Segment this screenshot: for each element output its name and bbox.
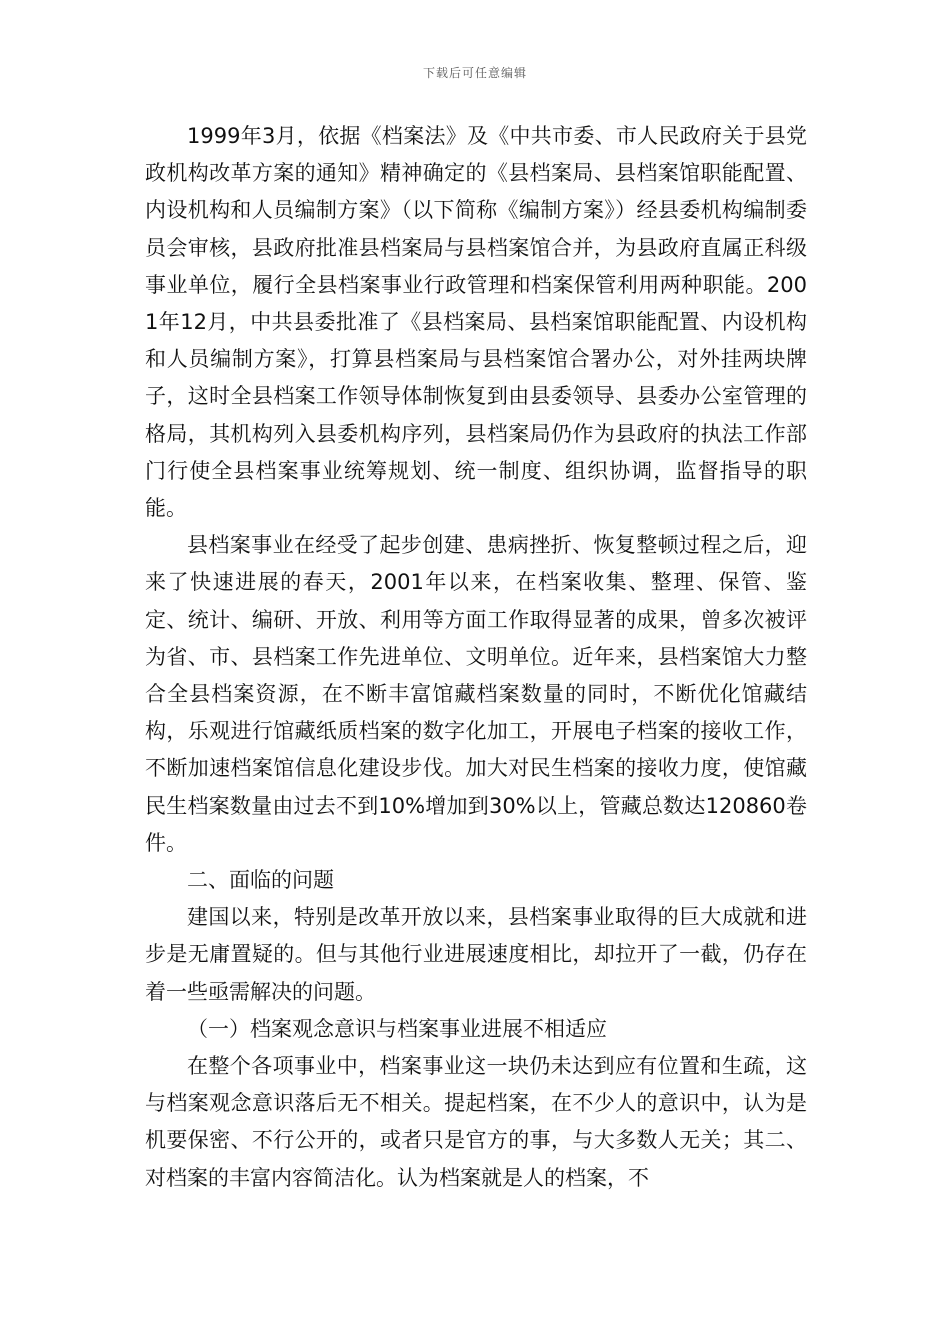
- document-body: [145, 118, 807, 1197]
- subsection-heading-awareness: （一）档案观念意识与档案事业进展不相适应: [187, 1016, 607, 1041]
- section-heading-problems: 二、面临的问题: [187, 868, 334, 893]
- paragraph-awareness: 在整个各项事业中，档案事业这一块仍未达到应有位置和生疏，这与档案观念意识落后无不相关。提起档案，在不少人的意识中，认为是机要保密、不行公开的，或者只是官方的事，与大多数人无关；其二、对档案的丰富内容简洁化。认为档案就是人的档案，不: [145, 1054, 807, 1190]
- paragraph-development: 县档案事业在经受了起步创建、患病挫折、恢复整顿过程之后，迎来了快速进展的春天，2001年以来，在档案收集、整理、保管、鉴定、统计、编研、开放、利用等方面工作取得显著的成果，曾多次被评为省、市、县档案工作先进单位、文明单位。近年来，县档案馆大力整合全县档案资源，在不断丰富馆藏档案数量的同时，不断优化馆藏结构，乐观进行馆藏纸质档案的数字化加工，开展电子档案的接收工作，不断加速档案馆信息化建设步伐。加大对民生档案的接收力度，使馆藏民生档案数量由过去不到10%增加到30%以上，管藏总数达120860卷件。: [145, 533, 807, 855]
- paragraph-problems-intro: 建国以来，特别是改革开放以来，县档案事业取得的巨大成就和进步是无庸置疑的。但与其他行业进展速度相比，却拉开了一截，仍存在着一些亟需解决的问题。: [145, 905, 807, 1004]
- paragraph-history: 1999年3月，依据《档案法》及《中共市委、市人民政府关于县党政机构改革方案的通知》精神确定的《县档案局、县档案馆职能配置、内设机构和人员编制方案》（以下简称《编制方案》）经县委机构编制委员会审核，县政府批准县档案局与县档案馆合并，为县政府直属正科级事业单位，履行全县档案事业行政管理和档案保管利用两种职能。2001年12月，中共县委批准了《县档案局、县档案馆职能配置、内设机构和人员编制方案》，打算县档案局与县档案馆合署办公，对外挂两块牌子，这时全县档案工作领导体制恢复到由县委领导、县委办公室管理的格局，其机构列入县委机构序列，县档案局仍作为县政府的执法工作部门行使全县档案事业统筹规划、统一制度、组织协调，监督指导的职能。: [145, 124, 807, 521]
- page-header: 下载后可任意编辑: [422, 66, 527, 80]
